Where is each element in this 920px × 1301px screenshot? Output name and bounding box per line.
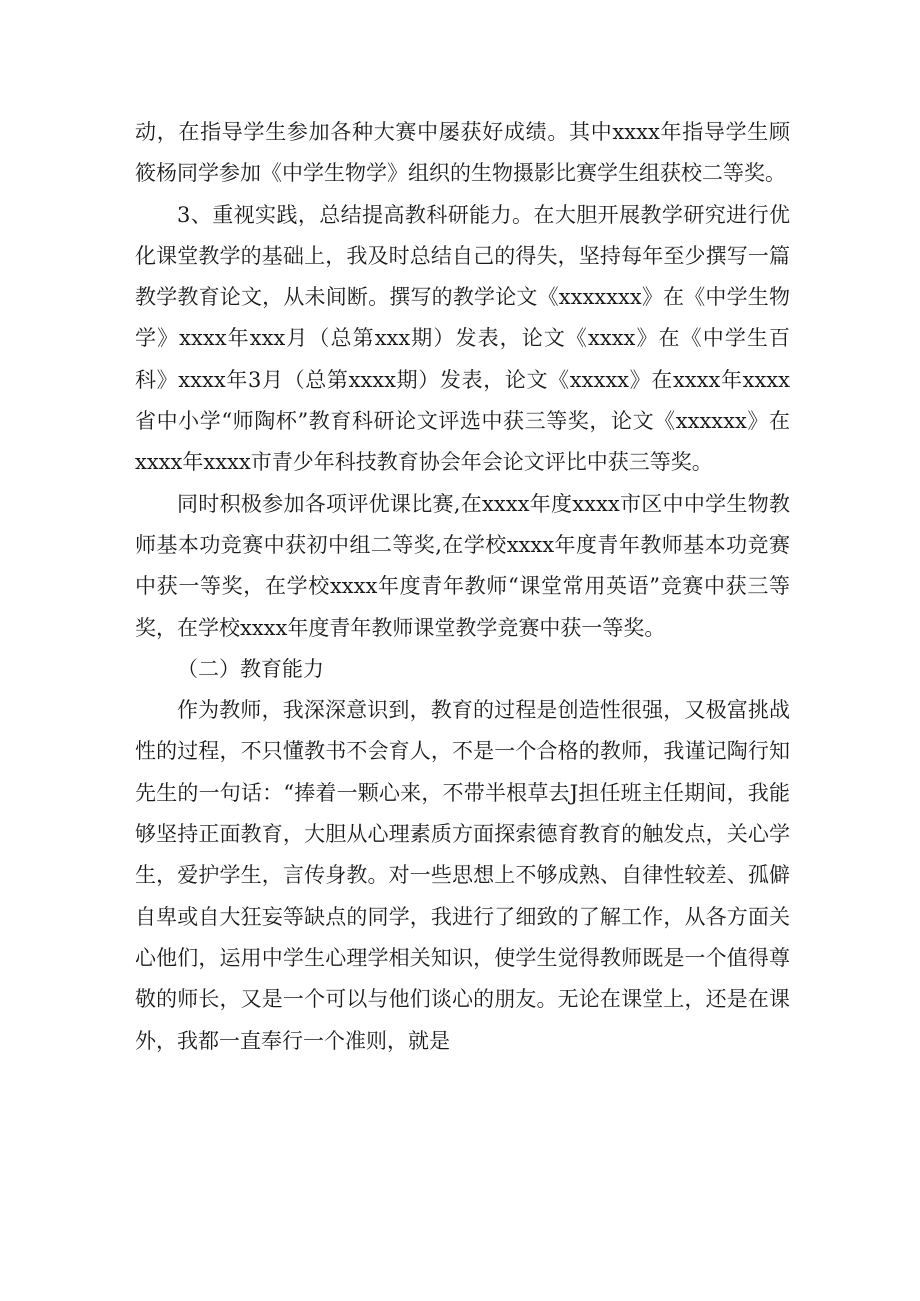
document-page — [135, 112, 790, 1062]
paragraph-competitions: 同时积极参加各项评优课比赛,在xxxx年度xxxx市区中中学生物教师基本功竞赛中获初中组二等奖,在学校xxxx年度青年教师基本功竞赛中获一等奖，在学校xxxx年度青年教师“课堂常用英语”竞赛中获三等奖，在学校xxxx年度青年教师课堂教学竞赛中获一等奖。 — [135, 491, 790, 640]
paragraph-research-ability: 3、重视实践，总结提高教科研能力。在大胆开展教学研究进行优化课堂教学的基础上，我及时总结自己的得失，坚持每年至少撰写一篇教学教育论文，从未间断。撰写的教学论文《xxxxxxx》在《中学生物学》xxxx年xxx月（总第xxx期）发表，论文《xxxx》在《中学生百科》xxxx年3月（总第xxxx期）发表，论文《xxxxx》在xxxx年xxxx省中小学“师陶杯”教育科研论文评选中获三等奖，论文《xxxxxx》在xxxx年xxxx市青少年科技教育协会年会论文评比中获三等奖。 — [135, 202, 790, 475]
paragraph-education-ability: 作为教师，我深深意识到，教育的过程是创造性很强，又极富挑战性的过程，不只懂教书不会育人，不是一个合格的教师，我谨记陶行知先生的一句话：“捧着一颗心来，不带半根草去J担任班主任期间，我能够坚持正面教育，大胆从心理素质方面探索德育教育的触发点，关心学生，爱护学生，言传身教。对一些思想上不够成熟、自律性较差、孤僻自卑或自大狂妄等缺点的同学，我进行了细致的了解工作，从各方面关心他们，运用中学生心理学相关知识，使学生觉得教师既是一个值得尊敬的师长，又是一个可以与他们谈心的朋友。无论在课堂上，还是在课外，我都一直奉行一个准则，就是 — [135, 698, 790, 1053]
paragraph-continuation: 动，在指导学生参加各种大赛中屡获好成绩。其中xxxx年指导学生顾筱杨同学参加《中学生物学》组织的生物摄影比赛学生组获校二等奖。 — [135, 120, 790, 186]
section-heading-education-ability: （二）教育能力 — [177, 656, 324, 681]
